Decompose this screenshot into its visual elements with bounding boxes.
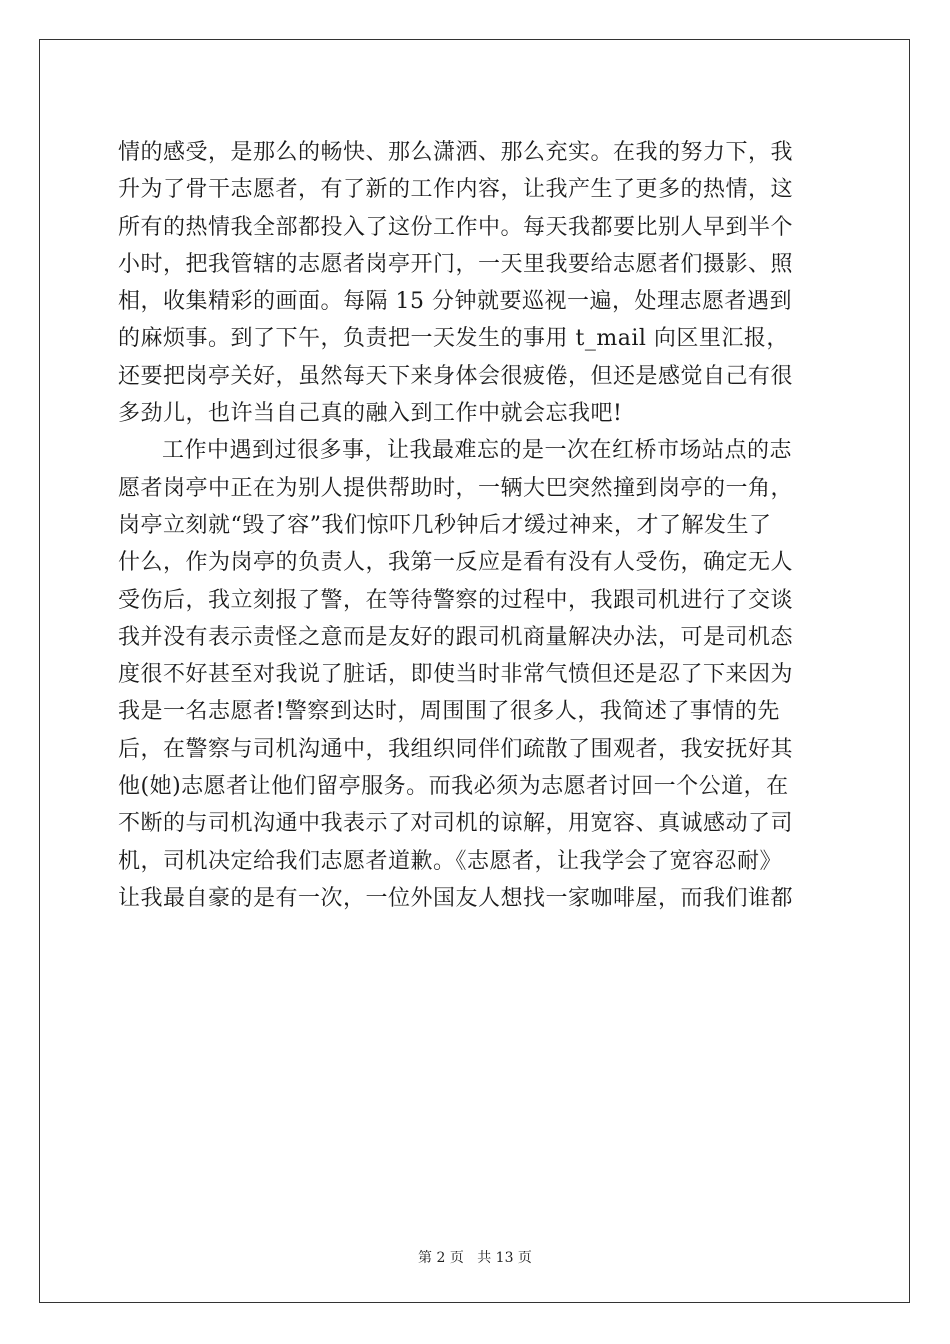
text-line: 让我最自豪的是有一次，一位外国友人想找一家咖啡屋，而我们谁都	[118, 885, 794, 911]
text-line: 相，收集精彩的画面。每隔 15 分钟就要巡视一遍，处理志愿者遇到	[118, 289, 792, 315]
text-line: 他(她)志愿者让他们留亭服务。而我必须为志愿者讨回一个公道，在	[118, 774, 789, 800]
text-line: 机，司机决定给我们志愿者道歉。《志愿者，让我学会了宽容忍耐》	[118, 848, 783, 874]
page-number: 第 2 页	[418, 1250, 464, 1266]
text-line: 升为了骨干志愿者，有了新的工作内容，让我产生了更多的热情，这	[118, 177, 794, 203]
text-line: 受伤后，我立刻报了警，在等待警察的过程中，我跟司机进行了交谈	[118, 587, 794, 613]
text-line: 情的感受，是那么的畅快、那么潇洒、那么充实。在我的努力下，我	[118, 140, 794, 165]
text-line: 小时，把我管辖的志愿者岗亭开门，一天里我要给志愿者们摄影、照	[118, 251, 794, 277]
text-line: 的麻烦事。到了下午，负责把一天发生的事用 t_mail 向区里汇报，	[118, 326, 789, 352]
text-line: 我并没有表示责怪之意而是友好的跟司机商量解决办法，可是司机态	[118, 624, 794, 650]
text-line: 我是一名志愿者!警察到达时，周围围了很多人，我简述了事情的先	[118, 699, 780, 725]
text-line: 工作中遇到过很多事，让我最难忘的是一次在红桥市场站点的志	[162, 438, 793, 464]
page-total: 共 13 页	[477, 1250, 532, 1266]
text-line: 度很不好甚至对我说了脏话，即使当时非常气愤但还是忍了下来因为	[118, 662, 794, 688]
page-footer	[0, 1247, 950, 1267]
text-line: 所有的热情我全部都投入了这份工作中。每天我都要比别人早到半个	[118, 214, 794, 240]
text-line: 多劲儿，也许当自己真的融入到工作中就会忘我吧!	[118, 401, 623, 427]
text-line: 后，在警察与司机沟通中，我组织同伴们疏散了围观者，我安抚好其	[118, 736, 794, 762]
document-body	[118, 134, 838, 917]
text-line: 岗亭立刻就“毁了容”我们惊吓几秒钟后才缓过神来，才了解发生了	[118, 512, 772, 538]
text-line: 什么，作为岗亭的负责人，我第一反应是看有没有人受伤，确定无人	[118, 550, 794, 576]
text-line: 还要把岗亭关好，虽然每天下来身体会很疲倦，但还是感觉自己有很	[118, 363, 794, 389]
text-line: 愿者岗亭中正在为别人提供帮助时，一辆大巴突然撞到岗亭的一角，	[118, 475, 794, 501]
text-line: 不断的与司机沟通中我表示了对司机的谅解，用宽容、真诚感动了司	[118, 811, 794, 837]
